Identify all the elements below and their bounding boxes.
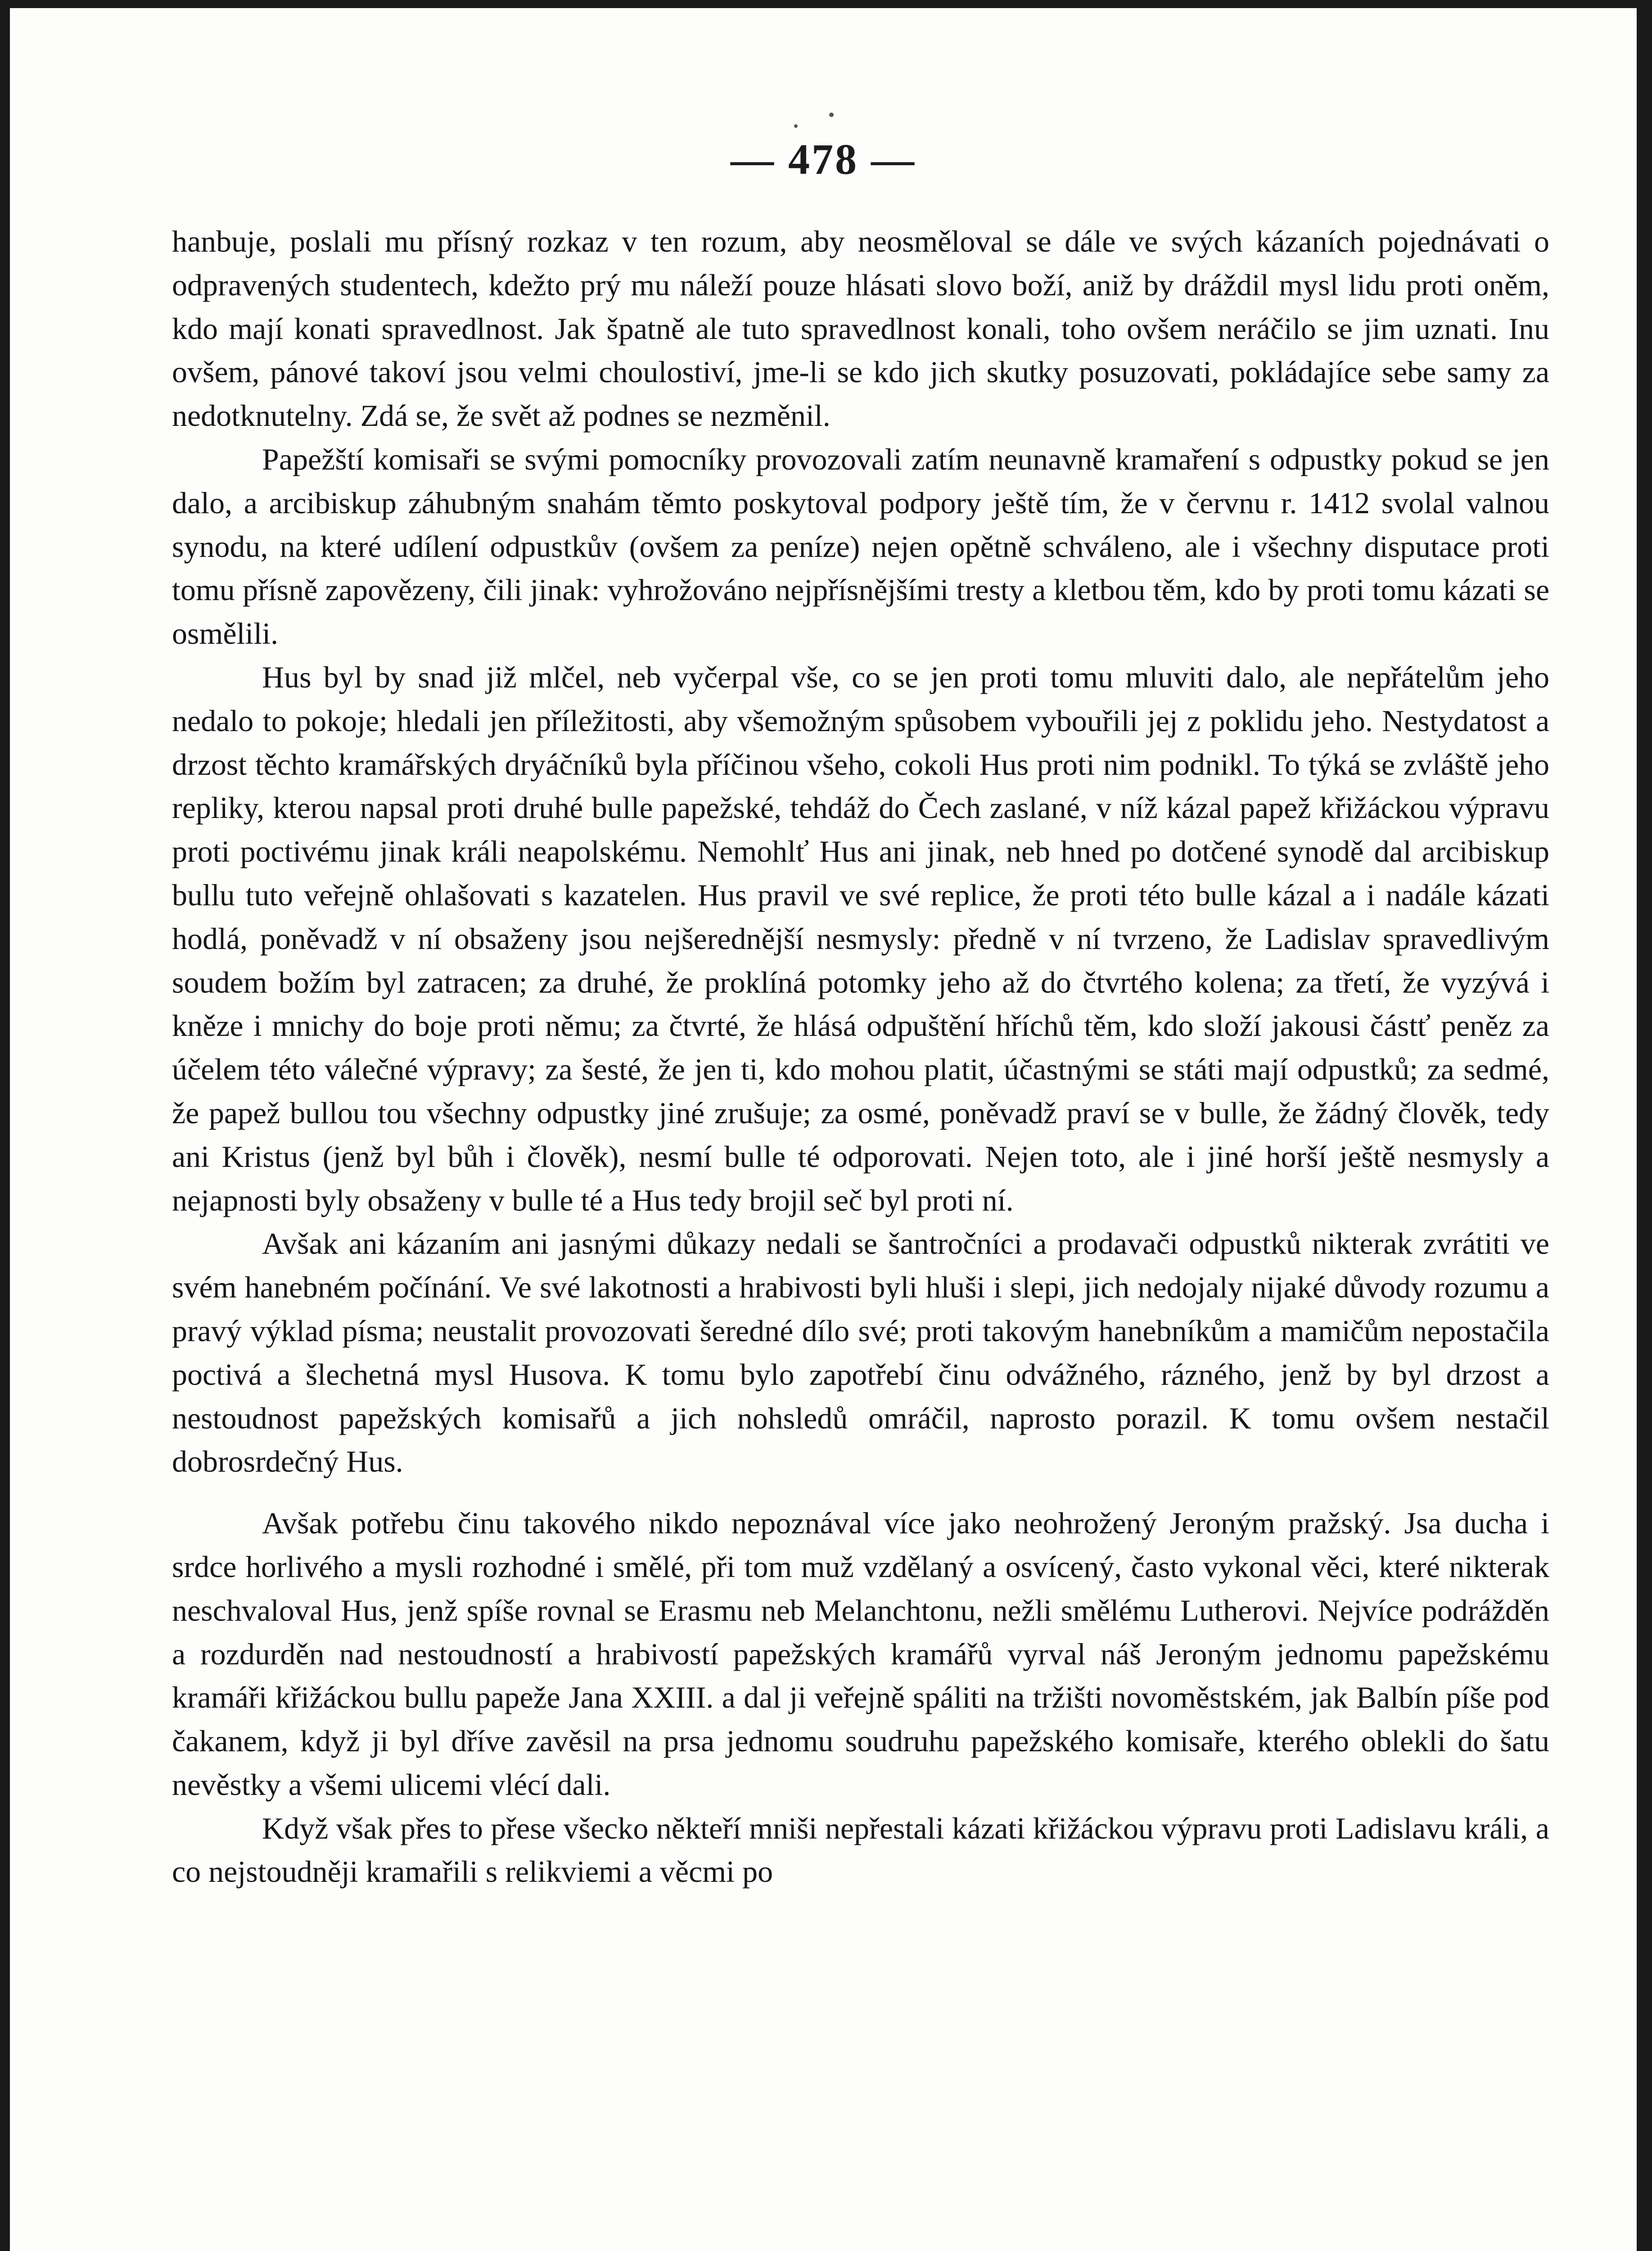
body-text	[172, 220, 1549, 1894]
paragraph-hus-reply: Hus byl by snad již mlčel, neb vyčerpal vše, co se jen proti tomu mluviti dalo, ale nepřátelům jeho nedalo to pokoje; hledali jen příležitosti, aby všemožným spůsobem vybouřili jej z poklidu jeho. Nestydatost a drzost těchto kramářských dryáčníků byla příčinou všeho, cokoli Hus proti nim podnikl. To týká se zvláště jeho repliky, kterou napsal proti druhé bulle papežské, tehdáž do Čech zaslané, v níž kázal papež křižáckou výpravu proti poctivému jinak králi neapolskému. Nemohlť Hus ani jinak, neb hned po dotčené synodě dal arcibiskup bullu tuto veřejně ohlašovati s kazatelen. Hus pravil ve své replice, že proti této bulle kázal a i nadále kázati hodlá, poněvadž v ní obsaženy jsou nejšerednější nesmysly: předně v ní tvrzeno, že Ladislav spravedlivým soudem božím byl zatracen; za druhé, že proklíná potomky jeho až do čtvrtého kolena; za třetí, že vyzývá i kněze i mnichy do boje proti němu; za čtvrté, že hlásá odpuštění hříchů těm, kdo složí jakousi částť peněz za účelem této válečné výpravy; za šesté, že jen ti, kdo mohou platit, účastnými se státi mají odpustků; za sedmé, že papež bullou tou všechny odpustky jiné zrušuje; za osmé, poněvadž praví se v bulle, že žádný člověk, tedy ani Kristus (jenž byl bůh i člověk), nesmí bulle té odporovati. Nejen toto, ale i jiné horší ještě nesmysly a nejapnosti byly obsaženy v bulle té a Hus tedy brojil seč byl proti ní.	[172, 660, 1549, 1217]
paragraph-papal-commissioners: Papežští komisaři se svými pomocníky provozovali zatím neunavně kramaření s odpustky pokud se jen dalo, a arcibiskup záhubným snahám těmto poskytoval podpory ještě tím, že v červnu r. 1412 svolal valnou synodu, na které udílení odpustkův (ovšem za peníze) nejen opětně schváleno, ale i všechny disputace proti tomu přísně zapovězeny, čili jinak: vyhrožováno nejpřísnějšími tresty a kletbou těm, kdo by proti tomu kázati se osmělili.	[172, 442, 1549, 651]
scanned-page	[10, 8, 1637, 2251]
paragraph-continuation: hanbuje, poslali mu přísný rozkaz v ten rozum, aby neosměloval se dále ve svých kázaních pojednávati o odpravených studentech, kdežto prý mu náleží pouze hlásati slovo boží, aniž by dráždil mysl lidu proti oněm, kdo mají konati spravedlnost. Jak špatně ale tuto spravedlnost konali, toho ovšem neráčilo se jim uznati. Inu ovšem, pánové takoví jsou velmi choulostiví, jme-li se kdo jich skutky posuzovati, pokládajíce sebe samy za nedotknutelny. Zdá se, že svět až podnes se nezměnil.	[172, 224, 1549, 433]
paragraph-monks: Když však přes to přese všecko někteří mniši nepřestali kázati křižáckou výpravu proti Ladislavu králi, a co nejstoudněji kramařili s relikviemi a věcmi po	[172, 1811, 1549, 1889]
ink-speck	[829, 113, 834, 117]
paragraph-jeronym: Avšak potřebu činu takového nikdo nepoznával více jako neohrožený Jeroným pražský. Jsa ducha i srdce horlivého a mysli rozhodné i smělé, při tom muž vzdělaný a osvícený, často vykonal věci, které nikterak neschvaloval Hus, jenž spíše rovnal se Erasmu neb Melanchtonu, nežli smělému Lutherovi. Nejvíce podrážděn a rozdurděn nad nestoudností a hrabivostí papežských kramářů vyrval náš Jeroným jednomu papežskému kramáři křižáckou bullu papeže Jana XXIII. a dal ji veřejně spáliti na tržišti novoměstském, jak Balbín píše pod čakanem, když ji byl dříve zavěsil na prsa jednomu soudruhu papežského komisaře, kterého oblekli do šatu nevěstky a všemi ulicemi vlécí dali.	[172, 1506, 1549, 1802]
ink-speck	[794, 124, 798, 128]
paragraph-indulgence-sellers: Avšak ani kázaním ani jasnými důkazy nedali se šantročníci a prodavači odpustků nikterak zvrátiti ve svém hanebném počínání. Ve své lakotnosti a hrabivosti byli hluši i slepi, jich nedojaly nijaké důvody rozumu a pravý výklad písma; neustalit provozovati šeredné dílo své; proti takovým hanebníkům a mamičům nepostačila poctivá a šlechetná mysl Husova. K tomu bylo zapotřebí činu odvážného, rázného, jenž by byl drzost a nestoudnost papežských komisařů a jich nohsledů omráčil, naprosto porazil. K tomu ovšem nestačil dobrosrdečný Hus.	[172, 1226, 1549, 1479]
page-number: — 478 —	[731, 135, 916, 183]
